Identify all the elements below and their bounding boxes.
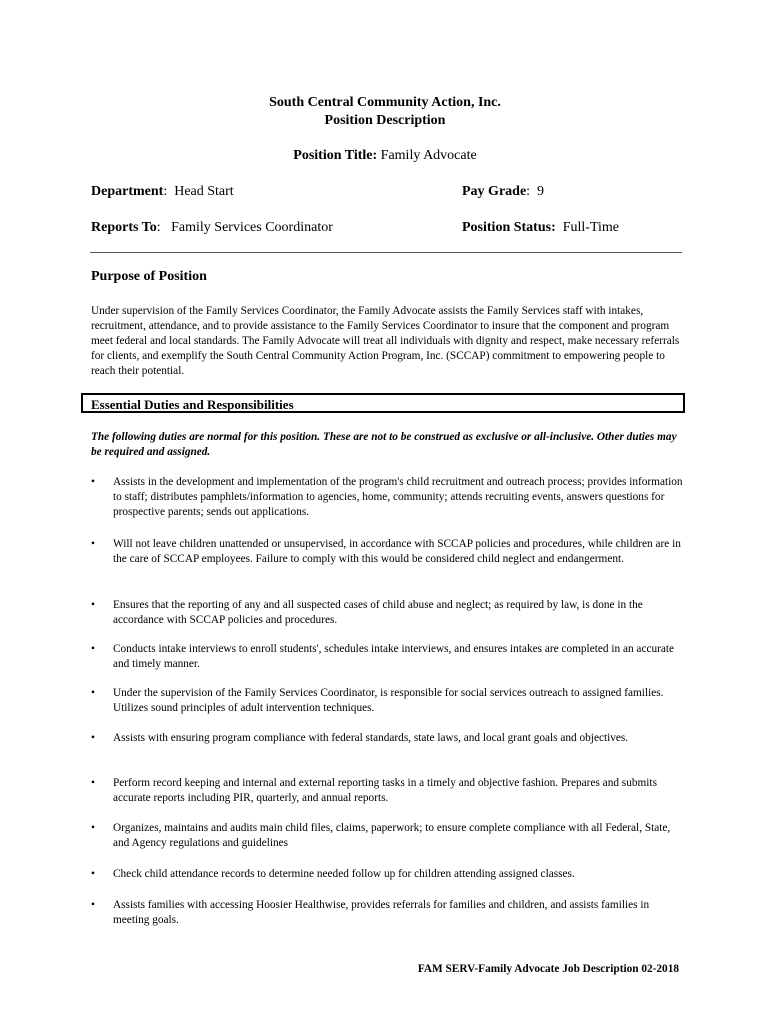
position-title-value: Family Advocate [380,148,477,163]
duty-text: Perform record keeping and internal and external reporting tasks in a timely and objective fashion. Prepares and submits accurate reports including PIR, quarterly, and annual reports. [113,777,657,804]
bullet-icon: • [91,777,95,789]
bullet-icon: • [91,538,95,550]
purpose-text: Under supervision of the Family Services Coordinator, the Family Advocate assists the Family Services staff with intakes, recruitment, attendance, and to provide assistance to the Family Services Coordinator to insure that the component and program meet federal and local standards. The Family Advocate will treat all individuals with dignity and respect, make necessary referrals for clients, and exemplify the South Central Community Action Program, Inc. (SCCAP) commitment to empowering people to reach their potential. [91,305,680,377]
bullet-icon: • [91,687,95,699]
reports-to-label: Reports To [91,220,157,235]
duty-text: Organizes, maintains and audits main child files, claims, paperwork; to ensure complete compliance with all Federal, State, and Agency regulations and guidelines [113,822,671,849]
pay-grade-field: Pay Grade: 9 [462,184,545,199]
duties-intro: The following duties are normal for this position. These are not to be construed as exclusive or all-inclusive. Other duties may be required and assigned. [91,431,677,458]
bullet-icon: • [91,476,95,488]
pay-grade-label: Pay Grade [462,184,527,199]
reports-to-value: Family Services Coordinator [171,220,333,235]
department-label: Department [91,184,164,199]
document-type: Position Description [324,113,446,128]
organization-name: South Central Community Action, Inc. [269,95,501,110]
position-status-field [462,220,619,236]
purpose-heading: Purpose of Position [91,269,207,284]
pay-grade-value: 9 [537,184,545,199]
duty-text: Under the supervision of the Family Services Coordinator, is responsible for social services outreach to assigned families. Utilizes sound principles of adult intervention techniques. [113,687,664,714]
duty-text: Ensures that the reporting of any and all suspected cases of child abuse and neglect; as required by law, is done in the accordance with SCCAP policies and procedures. [113,599,643,626]
department-value: Head Start [174,184,234,199]
duty-text: Check child attendance records to determine needed follow up for children attending assigned classes. [113,868,575,880]
duty-text: Conducts intake interviews to enroll students', schedules intake interviews, and ensures intakes are completed in an accurate and timely manner. [113,643,675,670]
duties-heading: Essential Duties and Responsibilities [91,397,294,412]
bullet-icon: • [91,599,95,611]
department-field: Department: Head Start [91,184,234,199]
bullet-icon: • [91,822,95,834]
page-footer: FAM SERV-Family Advocate Job Description 02-2018 [417,963,679,975]
bullet-icon: • [91,643,95,655]
bullet-icon: • [91,732,95,744]
position-status-value: Full-Time [562,220,620,235]
bullet-icon: • [91,868,95,880]
duty-text: Assists with ensuring program compliance with federal standards, state laws, and local grant goals and objectives. [113,732,629,744]
duties-heading-box [81,393,685,413]
duty-text: Will not leave children unattended or unsupervised, in accordance with SCCAP policies and procedures, while children are in the care of SCCAP employees. Failure to comply with this would be considered child neglect and endangerment. [113,538,681,565]
bullet-icon: • [91,899,95,911]
duty-text: Assists families with accessing Hoosier Healthwise, provides referrals for families and children, and assists families in meeting goals. [113,899,650,926]
duty-text: Assists in the development and implementation of the program's child recruitment and outreach process; provides information to staff; distributes pamphlets/information to agencies, home, community; attends recruiting events, answers questions for prospective parents; sends out applications. [113,476,683,518]
reports-to-field: Reports To: Family Services Coordinator [91,220,333,235]
section-divider [90,252,682,253]
position-status-label: Position Status: [462,220,556,235]
position-title [0,148,770,164]
position-title-label: Position Title: [293,148,378,163]
